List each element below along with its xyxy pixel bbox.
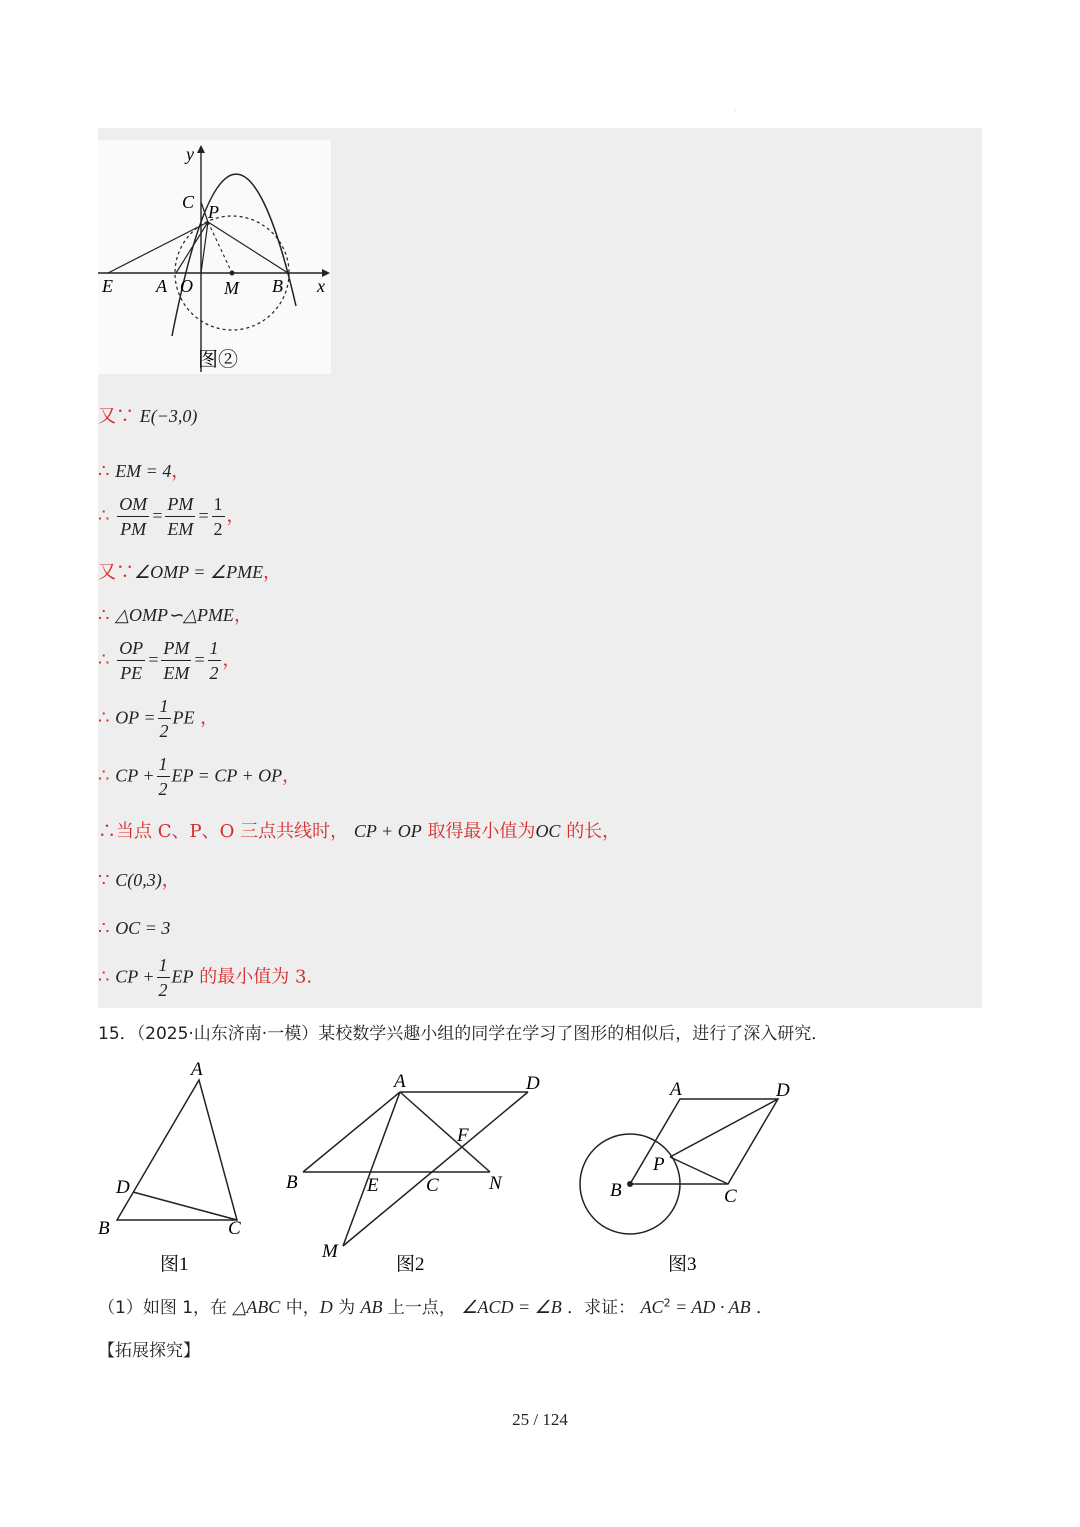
section-heading: 【拓展探究】 (98, 1341, 200, 1361)
fig1-label-D: D (116, 1177, 130, 1198)
step-7: ∴ OP = $\frac{1}{2}$ PE ， (98, 696, 219, 741)
figure-2-svg (98, 140, 331, 374)
fig3-label-B: B (610, 1180, 622, 1201)
fig2-label-F: F (457, 1125, 469, 1146)
fig1-label-A: A (191, 1060, 203, 1080)
step-10: ∵ C(0,3)， (98, 870, 180, 891)
segment-PB (208, 222, 288, 273)
step-4: 又∵∠OMP = ∠PME， (98, 562, 282, 583)
figure-2b-caption: 图2 (396, 1254, 425, 1275)
fig2-label-N: N (489, 1173, 502, 1194)
fig2-label-M: M (322, 1241, 338, 1262)
figure-1 (98, 1060, 241, 1275)
triangle-ABC (117, 1080, 237, 1220)
figure-2b (286, 1071, 540, 1275)
step-1: 又∵ E(−3,0) (98, 406, 198, 427)
step-5: ∴ △OMP∽△PME， (98, 605, 252, 626)
fig2-label-B: B (286, 1172, 298, 1193)
label-B: B (272, 276, 283, 296)
figure-1-caption: 图1 (160, 1254, 189, 1275)
solution-panel (98, 128, 982, 1008)
step-12: ∴ CP + $\frac{1}{2}$ EP 的最小值为 3. (98, 955, 313, 1000)
point-M (230, 271, 235, 276)
figure-3-caption: 图3 (668, 1254, 697, 1275)
fig3-label-P: P (653, 1154, 665, 1175)
question-figures-svg (90, 1060, 850, 1280)
segment-AN (400, 1092, 490, 1172)
label-A: A (156, 276, 167, 296)
step-8: ∴ CP + $\frac{1}{2}$ EP = CP + OP， (98, 754, 301, 799)
fig3-label-D: D (776, 1080, 790, 1101)
question-figures (90, 1060, 850, 1280)
step-6: ∴ $\frac{OP}{PE}$ = $\frac{PM}{EM}$ = $\frac{1}{2}$ ， (98, 638, 241, 683)
label-E: E (102, 276, 113, 296)
segment-OP (201, 222, 208, 273)
figure-2 (98, 140, 331, 374)
question-title: 15．（2025·山东济南·一模）某校数学兴趣小组的同学在学习了图形的相似后，进行了深入研究． (98, 1024, 829, 1044)
label-C: C (182, 192, 195, 212)
label-y: y (186, 144, 194, 164)
step-9: ∴当点 C、P、O 三点共线时， CP + OP 取得最小值为OC 的长， (98, 821, 621, 842)
label-O: O (180, 276, 193, 296)
fig2-label-A: A (394, 1071, 406, 1092)
label-P: P (208, 202, 219, 222)
fig2-label-C: C (426, 1175, 439, 1196)
figure-3 (580, 1079, 790, 1275)
segment-CD (133, 1192, 237, 1220)
figure-2-caption: 图② (198, 349, 238, 371)
fig3-label-A: A (670, 1079, 682, 1100)
label-x: x (317, 276, 325, 296)
step-2: ∴ EM = 4， (98, 461, 190, 482)
fig2-label-D: D (526, 1073, 540, 1094)
fig3-label-C: C (724, 1186, 737, 1207)
fig1-label-B: B (98, 1218, 110, 1239)
y-axis-arrow (197, 145, 205, 153)
question-part-1: （1）如图 1，在 △ABC 中，D 为 AB 上一点， ∠ACD = ∠B ．求证： $AC^2$ = AD · AB ． (98, 1296, 773, 1318)
step-3: ∴ $\frac{OM}{PM}$ = $\frac{PM}{EM}$ = $\frac{1}{2}$ ， (98, 494, 245, 539)
page-number: 25 / 124 (512, 1410, 568, 1429)
fig2-label-E: E (367, 1175, 379, 1196)
label-M: M (224, 278, 239, 298)
point-B (627, 1181, 633, 1187)
step-11: ∴ OC = 3 (98, 918, 171, 939)
fig1-label-C: C (228, 1218, 241, 1239)
header-mark: · (734, 108, 736, 115)
